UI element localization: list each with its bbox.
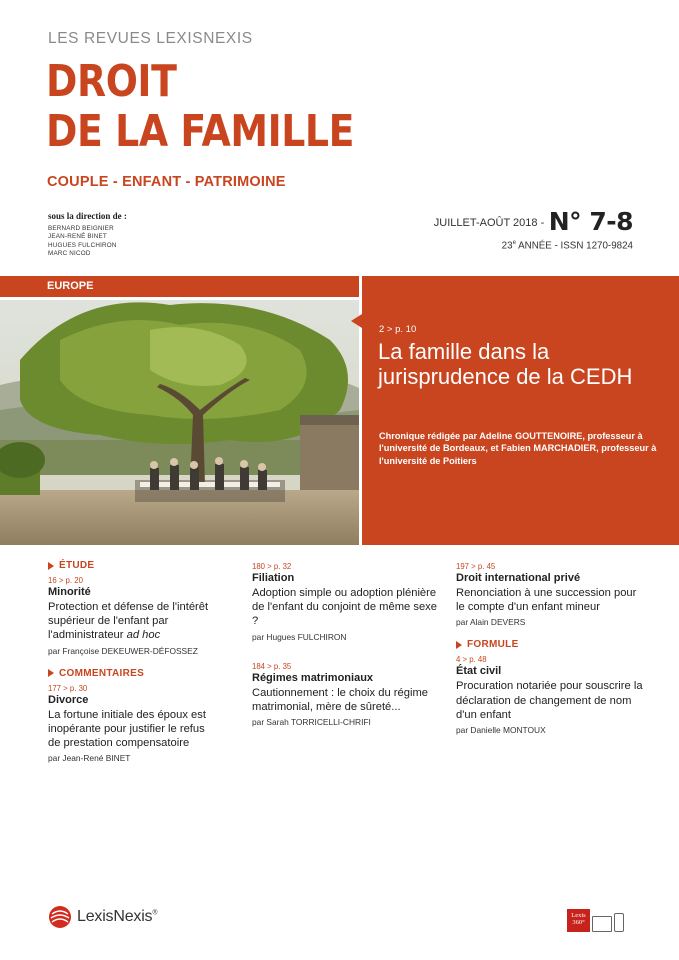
entry-page-ref: 4 > p. 48 — [456, 655, 487, 665]
triangle-icon — [456, 641, 462, 649]
triangle-icon — [48, 669, 54, 677]
feature-title: La famille dans la jurisprudence de la CEDH — [378, 339, 633, 389]
entry-body-emphasis: ad hoc — [126, 629, 161, 642]
year-number: 23 — [501, 240, 513, 252]
entry-page-ref: 197 > p. 45 — [456, 562, 496, 571]
feature-panel — [362, 276, 679, 545]
triangle-icon — [48, 562, 54, 570]
toc-entry-divorce — [48, 684, 238, 764]
entry-title: Minorité — [48, 586, 91, 598]
director-name: MARC NICOD — [48, 249, 91, 257]
issue-info — [434, 207, 633, 236]
entry-author: par Françoise DEKEUWER-DÉFOSSEZ — [48, 645, 198, 656]
entry-author: par Alain DEVERS — [456, 617, 526, 628]
direction-label: sous la direction de : — [48, 211, 127, 221]
toc-entry-minorite — [48, 576, 238, 656]
section-label-europe: EUROPE — [47, 280, 94, 292]
entry-title: Régimes matrimoniaux — [252, 671, 374, 684]
family-under-tree-illustration — [0, 300, 359, 545]
feature-pointer — [351, 314, 362, 328]
issue-number: N° 7-8 — [548, 207, 633, 236]
entry-body-text: Protection et défense de l'intérêt supérieur de l'enfant par l'administrateur — [48, 601, 209, 642]
entry-body: Renonciation à une succession pour le compte d'un enfant mineur — [456, 587, 637, 614]
toc-column-3 — [456, 562, 646, 747]
issue-date: JUILLET-AOÛT 2018 - — [433, 217, 545, 229]
publisher-name-text: LexisNexis — [77, 908, 153, 925]
entry-body: La fortune initiale des époux est inopérante pour justifier le refus de prestation compensatoire — [48, 708, 206, 750]
journal-title — [46, 57, 354, 157]
journal-title-line1: DROIT — [46, 56, 177, 107]
lexis360-mark — [567, 909, 590, 932]
lexisnexis-globe-icon — [48, 905, 72, 929]
entry-author: par Hugues FULCHIRON — [252, 631, 347, 642]
entry-page-ref: 184 > p. 35 — [252, 661, 292, 671]
toc-entry-regimes — [252, 662, 442, 727]
badge-line2: 360° — [572, 919, 585, 926]
entry-author: par Danielle MONTOUX — [456, 725, 546, 736]
entry-body: Adoption simple ou adoption plénière de l'enfant du conjoint de même sexe ? — [252, 587, 437, 628]
section-heading-label: FORMULE — [467, 639, 519, 651]
lexis360-badge — [567, 909, 624, 932]
toc-entry-etat-civil — [456, 655, 646, 735]
feature-description: Chronique rédigée par Adeline GOUTTENOIRE, professeur à l'université de Bordeaux, et Fabien MARCHADIER, professeur à l'université de Poitiers — [379, 431, 657, 466]
entry-title: Droit international privé — [456, 572, 581, 584]
toc-column-1 — [48, 560, 238, 775]
journal-subtitle: COUPLE - ENFANT - PATRIMOINE — [47, 174, 286, 190]
entry-page-ref: 177 > p. 30 — [48, 683, 88, 693]
directors-list — [48, 225, 117, 258]
entry-body: Cautionnement : le choix du régime matrimonial, mère de sûreté... — [252, 686, 428, 713]
entry-body: Procuration notariée pour souscrire la déclaration de changement de nom d'un enfant — [456, 680, 643, 721]
toc-entry-dip — [456, 562, 646, 627]
cover-photo — [0, 300, 359, 545]
entry-body — [48, 600, 238, 643]
issn-text: ANNÉE - ISSN 1270-9824 — [515, 240, 633, 252]
section-heading-label: COMMENTAIRES — [59, 667, 145, 679]
entry-title: Divorce — [48, 693, 89, 706]
entry-page-ref: 180 > p. 32 — [252, 562, 292, 571]
publisher-name — [77, 908, 157, 926]
year-issn — [502, 240, 633, 251]
toc-entry-filiation — [252, 562, 442, 642]
phone-icon — [614, 913, 624, 932]
section-heading-etude — [48, 560, 238, 571]
tablet-icon — [592, 916, 612, 932]
director-name: JEAN-RENÉ BINET — [48, 233, 107, 241]
year-suffix: e — [512, 240, 516, 246]
director-name: HUGUES FULCHIRON — [48, 241, 117, 249]
section-heading-formule — [456, 639, 646, 650]
section-heading-label: ÉTUDE — [59, 560, 95, 571]
publisher-logo — [48, 905, 157, 929]
journal-title-line2: DE LA FAMILLE — [46, 106, 355, 157]
feature-page-ref: 2 > p. 10 — [379, 324, 417, 335]
entry-page-ref: 16 > p. 20 — [48, 576, 83, 585]
director-name: BERNARD BEIGNIER — [48, 225, 114, 232]
entry-author: par Sarah TORRICELLI-CHRIFI — [252, 717, 371, 728]
entry-title: État civil — [456, 665, 502, 678]
series-name: LES REVUES LEXISNEXIS — [48, 30, 253, 47]
trademark-symbol: ® — [152, 909, 158, 917]
entry-author: par Jean-René BINET — [48, 753, 131, 764]
section-heading-commentaires — [48, 668, 238, 679]
badge-line1: Lexis — [571, 912, 586, 919]
entry-title: Filiation — [252, 572, 295, 584]
toc-column-2 — [252, 562, 442, 739]
